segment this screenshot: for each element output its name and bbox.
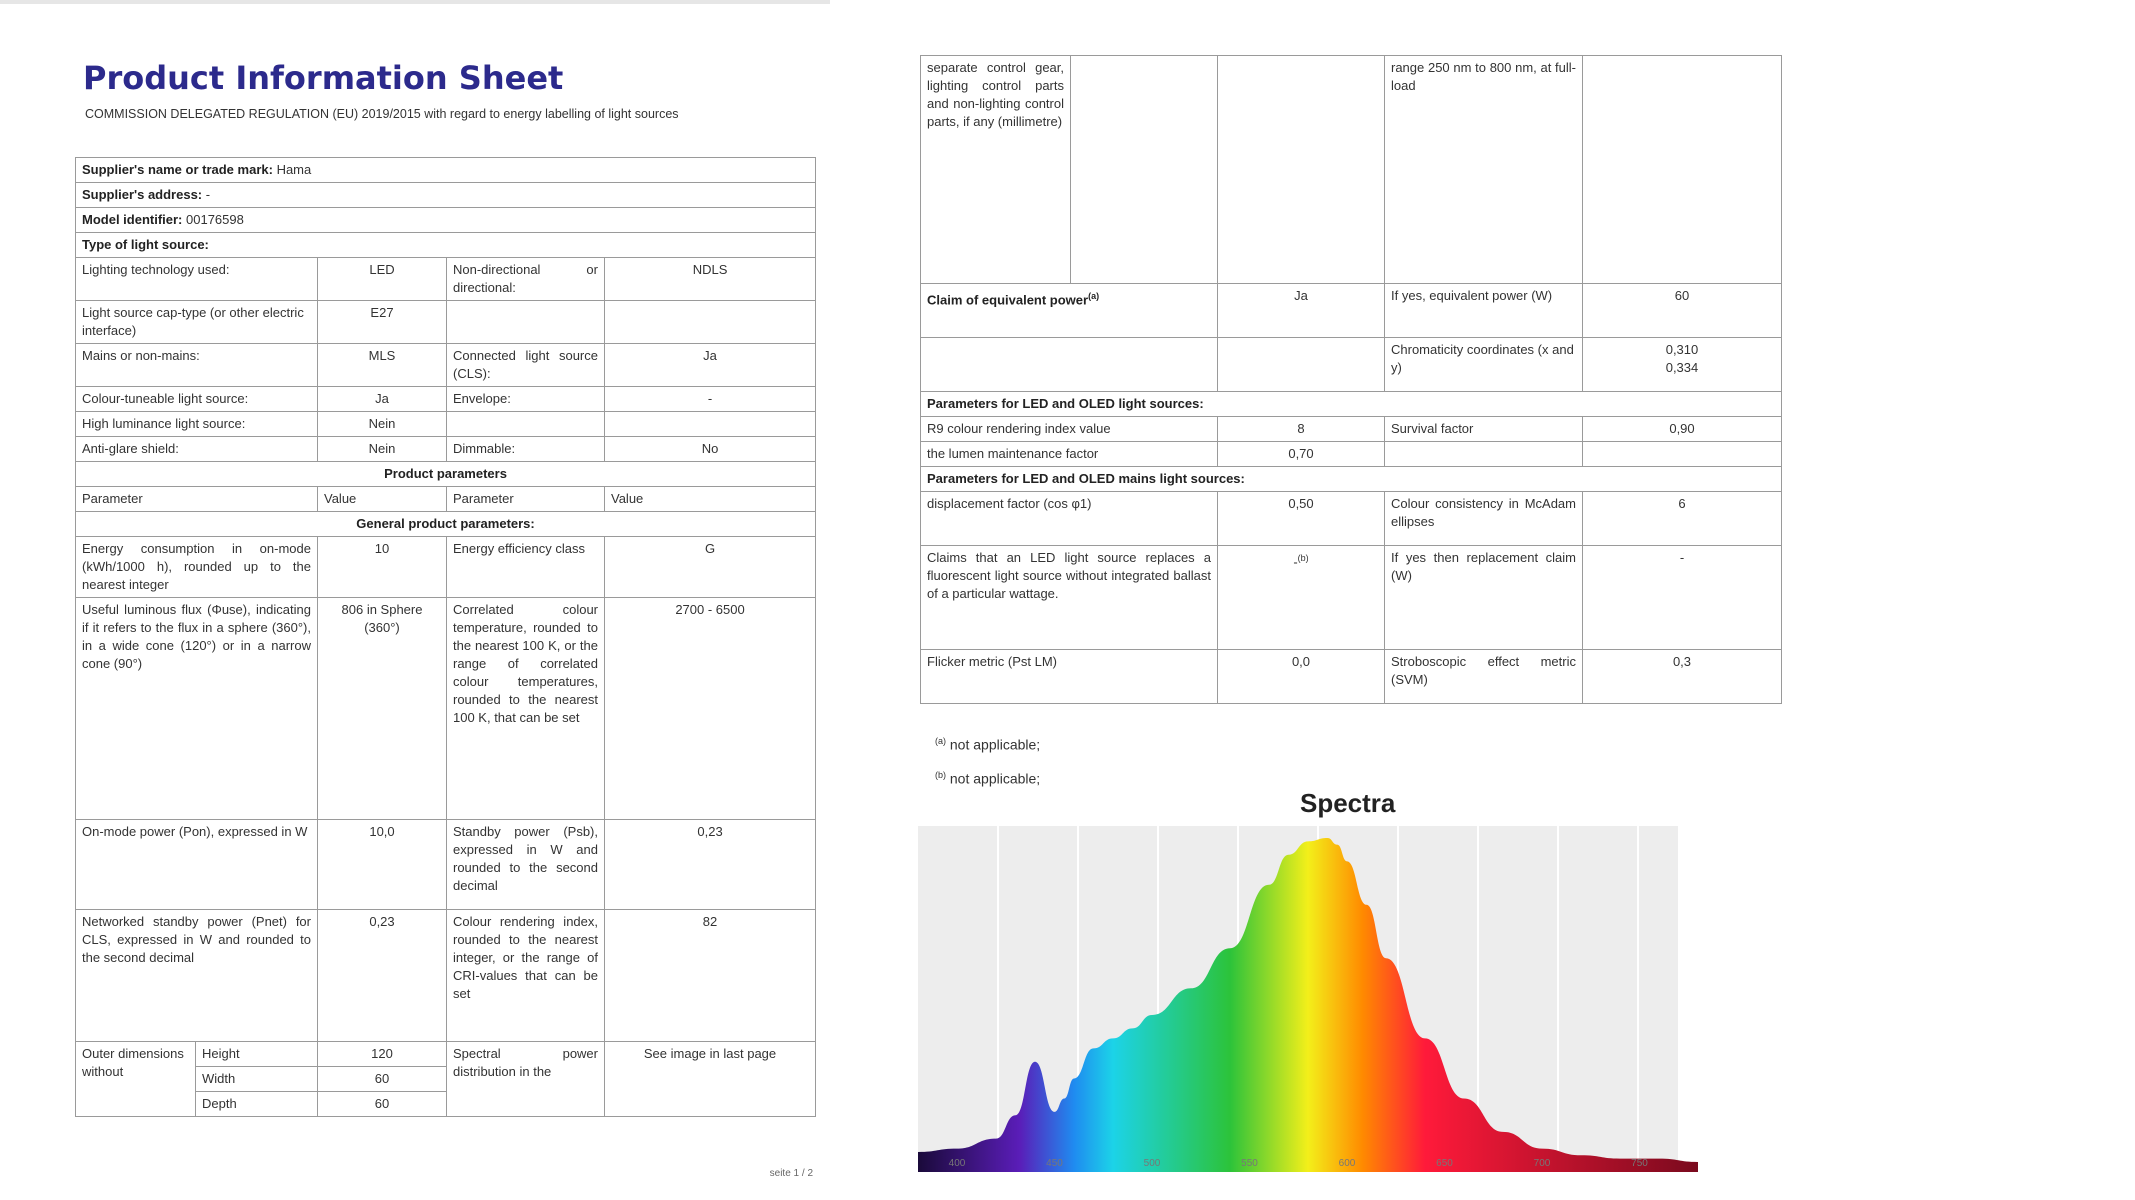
spectral-label: Spectral power distribution in the xyxy=(447,1042,605,1117)
high-luminance-value: Nein xyxy=(318,412,447,437)
networked-row xyxy=(76,910,816,1042)
x-tick-label: 650 xyxy=(1436,1158,1453,1169)
empty-cell xyxy=(1385,442,1583,467)
height-value: 120 xyxy=(318,1042,447,1067)
empty-cell xyxy=(605,412,816,437)
footnote-b-ref: (b) xyxy=(1297,553,1309,563)
general-parameters-heading: General product parameters: xyxy=(76,512,816,537)
empty-cell xyxy=(447,301,605,344)
equivalent-power-row xyxy=(921,284,1782,338)
r9-label: R9 colour rendering index value xyxy=(921,417,1218,442)
width-value: 60 xyxy=(318,1067,447,1092)
x-tick-label: 400 xyxy=(948,1158,966,1169)
consistency-label: Colour consistency in McAdam ellipses xyxy=(1385,492,1583,546)
consistency-value: 6 xyxy=(1583,492,1782,546)
standby-value: 0,23 xyxy=(605,820,816,910)
displacement-row xyxy=(921,492,1782,546)
model-label: Model identifier: xyxy=(82,212,183,227)
colour-tuneable-value: Ja xyxy=(318,387,447,412)
model-value: 00176598 xyxy=(186,212,244,227)
column-header-row xyxy=(76,487,816,512)
supplier-name-row xyxy=(76,158,816,183)
mains-value: MLS xyxy=(318,344,447,387)
x-tick-label: 500 xyxy=(1143,1158,1161,1169)
lumen-value: 0,70 xyxy=(1218,442,1385,467)
col-parameter: Parameter xyxy=(447,487,605,512)
x-tick-label: 450 xyxy=(1046,1158,1063,1169)
led-parameter-table xyxy=(920,55,1782,704)
envelope-label: Envelope: xyxy=(447,387,605,412)
energy-value: 10 xyxy=(318,537,447,598)
claims-row xyxy=(921,546,1782,650)
control-gear-row xyxy=(921,56,1782,284)
replacement-label: If yes then replacement claim (W) xyxy=(1385,546,1583,650)
flux-row xyxy=(76,598,816,820)
chromaticity-y: 0,334 xyxy=(1665,360,1699,375)
col-value: Value xyxy=(605,487,816,512)
equivalent-power-label: Claim of equivalent power xyxy=(927,292,1089,308)
supplier-address-row xyxy=(76,183,816,208)
chart-title: Spectra xyxy=(1300,788,1396,818)
dimmable-label: Dimmable: xyxy=(447,437,605,462)
empty-cell xyxy=(1583,56,1782,284)
footnote-a-ref: (a) xyxy=(1088,291,1100,301)
cap-type-value: E27 xyxy=(318,301,447,344)
networked-value: 0,23 xyxy=(318,910,447,1042)
spectral-range-text: range 250 nm to 800 nm, at full-load xyxy=(1385,56,1583,284)
colour-tuneable-row xyxy=(76,387,816,412)
empty-cell xyxy=(921,338,1218,392)
lumen-row xyxy=(921,442,1782,467)
anti-glare-label: Anti-glare shield: xyxy=(76,437,318,462)
survival-value: 0,90 xyxy=(1583,417,1782,442)
general-parameters-row xyxy=(76,512,816,537)
supplier-name-label: Supplier's name or trade mark: xyxy=(82,162,273,177)
footnote-b-text: not applicable; xyxy=(949,770,1041,787)
footnote-a-marker: (a) xyxy=(935,736,946,746)
led-mains-params-heading: Parameters for LED and OLED mains light sources: xyxy=(921,467,1782,492)
flicker-value: 0,0 xyxy=(1218,650,1385,704)
page-number: seite 1 / 2 xyxy=(769,1168,813,1179)
chromaticity-row xyxy=(921,338,1782,392)
type-label: Type of light source: xyxy=(76,233,816,258)
empty-cell xyxy=(1218,56,1385,284)
supplier-address-label: Supplier's address: xyxy=(82,187,203,202)
spectra-chart xyxy=(918,826,1698,1178)
lighting-tech-value: LED xyxy=(318,258,447,301)
x-tick-label: 550 xyxy=(1241,1158,1258,1169)
high-luminance-label: High luminance light source: xyxy=(76,412,318,437)
energy-label: Energy consumption in on-mode (kWh/1000 h), rounded up to the nearest integer xyxy=(76,537,318,598)
x-tick-label: 700 xyxy=(1533,1158,1551,1169)
displacement-value: 0,50 xyxy=(1218,492,1385,546)
product-parameters-row xyxy=(76,462,816,487)
lumen-label: the lumen maintenance factor xyxy=(921,442,1218,467)
footnotes xyxy=(935,726,1040,793)
product-parameter-table xyxy=(75,157,816,1117)
claims-value: - xyxy=(1293,554,1298,570)
product-sheet xyxy=(75,53,815,1179)
dimmable-value: No xyxy=(605,437,816,462)
flicker-row xyxy=(921,650,1782,704)
efficiency-label: Energy efficiency class xyxy=(447,537,605,598)
led-mains-heading-row xyxy=(921,467,1782,492)
non-directional-value: NDLS xyxy=(605,258,816,301)
onmode-value: 10,0 xyxy=(318,820,447,910)
supplier-name-value: Hama xyxy=(276,162,312,177)
non-directional-label: Non-directional or directional: xyxy=(447,258,605,301)
claims-label: Claims that an LED light source replaces a fluorescent light source without integrated ballast of a particular wattage. xyxy=(921,546,1218,650)
empty-cell xyxy=(605,301,816,344)
mains-row xyxy=(76,344,816,387)
footnote-a-text: not applicable; xyxy=(949,736,1041,753)
if-yes-label: If yes, equivalent power (W) xyxy=(1385,284,1583,338)
networked-label: Networked standby power (Pnet) for CLS, expressed in W and rounded to the second decimal xyxy=(76,910,318,1042)
product-parameters-heading: Product parameters xyxy=(76,462,816,487)
col-value: Value xyxy=(318,487,447,512)
equivalent-power-value: Ja xyxy=(1218,284,1385,338)
footnote-a xyxy=(935,726,1040,760)
outer-dimensions-label: Outer dimensions without xyxy=(76,1042,196,1117)
x-tick-label: 600 xyxy=(1338,1158,1356,1169)
footnote-b-marker: (b) xyxy=(935,769,946,780)
top-edge-bar xyxy=(0,0,830,4)
envelope-value: - xyxy=(605,387,816,412)
cct-value: 2700 - 6500 xyxy=(605,598,816,820)
lighting-tech-row xyxy=(76,258,816,301)
cap-type-label: Light source cap-type (or other electric interface) xyxy=(76,301,318,344)
efficiency-value: G xyxy=(605,537,816,598)
stroboscopic-label: Stroboscopic effect metric (SVM) xyxy=(1385,650,1583,704)
stroboscopic-value: 0,3 xyxy=(1583,650,1782,704)
onmode-label: On-mode power (Pon), expressed in W xyxy=(76,820,318,910)
footnote-b xyxy=(935,760,1040,794)
spectral-value: See image in last page xyxy=(605,1042,816,1117)
flux-value: 806 in Sphere (360°) xyxy=(318,598,447,820)
cri-label: Colour rendering index, rounded to the nearest integer, or the range of CRI-values that can be set xyxy=(447,910,605,1042)
empty-cell xyxy=(447,412,605,437)
cct-label: Correlated colour temperature, rounded to the nearest 100 K, or the range of correlated colour temperatures, rounded to the nearest 100 K, that can be set xyxy=(447,598,605,820)
r9-row xyxy=(921,417,1782,442)
height-label: Height xyxy=(196,1042,318,1067)
if-yes-value: 60 xyxy=(1583,284,1782,338)
model-row xyxy=(76,208,816,233)
connected-label: Connected light source (CLS): xyxy=(447,344,605,387)
led-params-heading: Parameters for LED and OLED light sources: xyxy=(921,392,1782,417)
cap-type-row xyxy=(76,301,816,344)
chromaticity-x: 0,310 xyxy=(1665,342,1699,357)
flicker-label: Flicker metric (Pst LM) xyxy=(921,650,1218,704)
connected-value: Ja xyxy=(605,344,816,387)
sheet-subtitle: COMMISSION DELEGATED REGULATION (EU) 2019/2015 with regard to energy labelling of light sources xyxy=(85,107,679,121)
colour-tuneable-label: Colour-tuneable light source: xyxy=(76,387,318,412)
energy-row xyxy=(76,537,816,598)
replacement-value: - xyxy=(1583,546,1782,650)
col-parameter: Parameter xyxy=(76,487,318,512)
depth-value: 60 xyxy=(318,1092,447,1117)
led-params-heading-row xyxy=(921,392,1782,417)
empty-cell xyxy=(1071,56,1218,284)
onmode-row xyxy=(76,820,816,910)
empty-cell xyxy=(1583,442,1782,467)
empty-cell xyxy=(1218,338,1385,392)
survival-label: Survival factor xyxy=(1385,417,1583,442)
sheet-title: Product Information Sheet xyxy=(83,59,564,97)
standby-label: Standby power (Psb), expressed in W and rounded to the second decimal xyxy=(447,820,605,910)
cri-value: 82 xyxy=(605,910,816,1042)
x-tick-label: 750 xyxy=(1631,1158,1648,1169)
supplier-address-value: - xyxy=(205,187,211,202)
dimension-height-row xyxy=(76,1042,816,1067)
displacement-label: displacement factor (cos φ1) xyxy=(921,492,1218,546)
control-gear-label: separate control gear, lighting control parts and non-lighting control parts, if any (millimetre) xyxy=(921,56,1071,284)
r9-value: 8 xyxy=(1218,417,1385,442)
depth-label: Depth xyxy=(196,1092,318,1117)
anti-glare-row xyxy=(76,437,816,462)
flux-label: Useful luminous flux (Φuse), indicating if it refers to the flux in a sphere (360°), in a wide cone (120°) or in a narrow cone (90°) xyxy=(76,598,318,820)
mains-label: Mains or non-mains: xyxy=(76,344,318,387)
anti-glare-value: Nein xyxy=(318,437,447,462)
chromaticity-label: Chromaticity coordinates (x and y) xyxy=(1385,338,1583,392)
width-label: Width xyxy=(196,1067,318,1092)
high-luminance-row xyxy=(76,412,816,437)
type-row xyxy=(76,233,816,258)
lighting-tech-label: Lighting technology used: xyxy=(76,258,318,301)
